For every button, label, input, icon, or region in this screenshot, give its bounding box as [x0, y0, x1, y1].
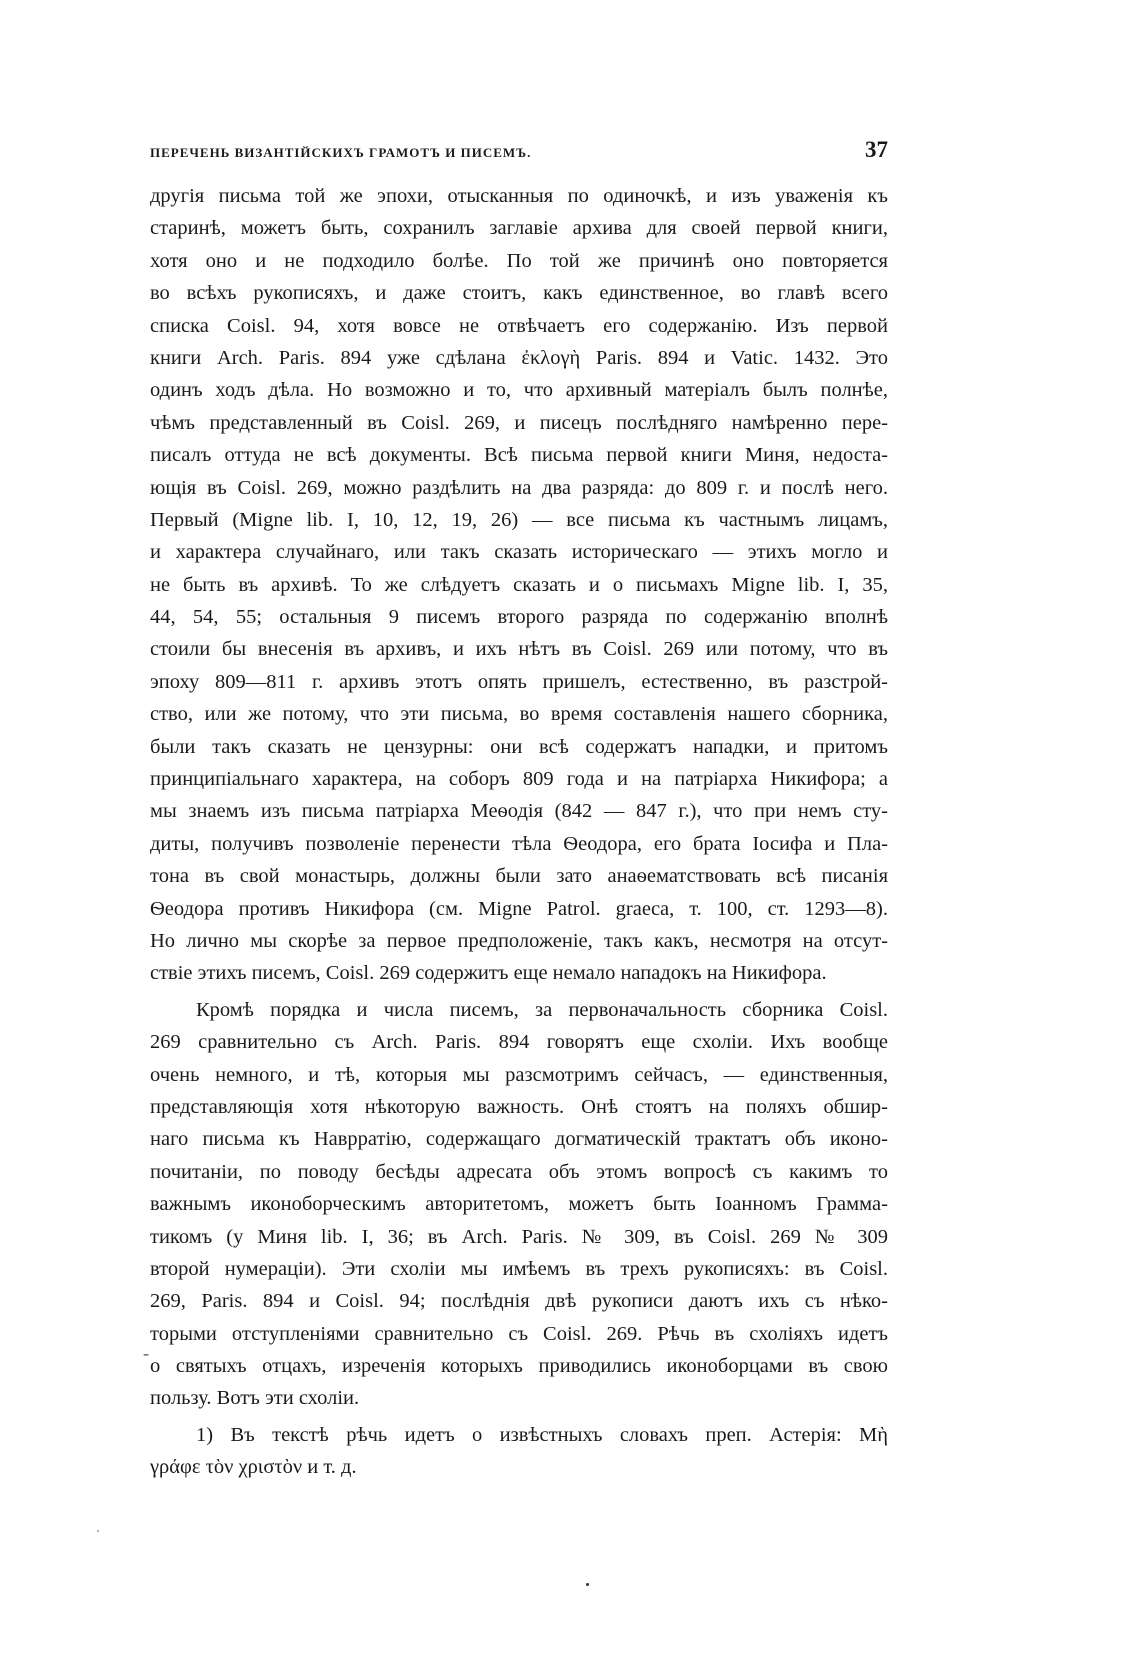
page-header	[0, 137, 888, 167]
text-line: 269 сравнительно съ Arch. Paris. 894 говорятъ еще схоліи. Ихъ вообще	[150, 1031, 888, 1054]
text-line: пользу. Вотъ эти схоліи.	[150, 1387, 360, 1410]
page-number: 37	[865, 137, 888, 162]
ink-speck	[97, 1530, 99, 1532]
text-line: ство, или же потому, что эти письма, во время составленія нашего сборника,	[150, 703, 888, 726]
text-line: 1) Въ текстѣ рѣчь идетъ о извѣстныхъ словахъ преп. Астерія: Μὴ	[196, 1423, 888, 1446]
paragraph-1	[150, 180, 888, 990]
body-text	[150, 180, 888, 1484]
text-line: наго письма къ Наврратію, содержащаго догматическій трактатъ объ иконо-	[150, 1128, 888, 1151]
ink-speck	[586, 1583, 589, 1586]
text-line: тона въ свой монастырь, должны были зато анаѳематствовать всѣ писанія	[150, 865, 888, 888]
text-line: писалъ оттуда не всѣ документы. Всѣ письма первой книги Миня, недоста-	[150, 444, 888, 467]
text-line: очень немного, и тѣ, которыя мы разсмотримъ сейчасъ, — единственныя,	[150, 1063, 888, 1086]
text-line: о святыхъ отцахъ, изреченія которыхъ приводились иконоборцами въ свою	[150, 1355, 888, 1378]
text-line: Но лично мы скорѣе за первое предположеніе, такъ какъ, несмотря на отсут-	[150, 929, 888, 952]
text-line: ющія въ Coisl. 269, можно раздѣлить на два разряда: до 809 г. и послѣ него.	[150, 476, 888, 499]
text-line: книги Arch. Paris. 894 уже сдѣлана ἐκλογὴ Paris. 894 и Vatic. 1432. Это	[150, 346, 888, 369]
text-line: во всѣхъ рукописяхъ, и даже стоитъ, какъ единственное, во главѣ всего	[150, 282, 888, 305]
text-line: одинъ ходъ дѣла. Но возможно и то, что архивный матеріалъ былъ полнѣе,	[150, 379, 888, 402]
text-line: хотя оно и не подходило болѣе. По той же причинѣ оно повторяется	[150, 249, 888, 272]
text-line: 269, Paris. 894 и Coisl. 94; послѣднія двѣ рукописи даютъ ихъ съ нѣко-	[150, 1290, 888, 1313]
text-line: диты, получивъ позволеніе перенести тѣла Ѳеодора, его брата Іосифа и Пла-	[150, 832, 888, 855]
text-line: принципіальнаго характера, на соборъ 809 года и на патріарха Никифора; а	[150, 768, 888, 791]
text-line: были такъ сказать не цензурны: они всѣ содержатъ нападки, и притомъ	[150, 735, 888, 758]
text-line: эпоху 809—811 г. архивъ этотъ опять пришелъ, естественно, въ разстрой-	[150, 670, 888, 693]
text-line: мы знаемъ изъ письма патріарха Меѳодія (842 — 847 г.), что при немъ сту-	[150, 800, 888, 823]
text-line: Ѳеодора противъ Никифора (см. Migne Patrol. graeca, т. 100, ст. 1293—8).	[150, 897, 888, 920]
margin-mark: -	[143, 1343, 149, 1363]
text-line: тикомъ (у Миня lib. I, 36; въ Arch. Paris. № 309, въ Coisl. 269 № 309	[150, 1225, 888, 1248]
text-line: Первый (Migne lib. I, 10, 12, 19, 26) — все письма къ частнымъ лицамъ,	[150, 508, 888, 531]
text-line: торыми отступленіями сравнительно съ Coisl. 269. Рѣчь въ схоліяхъ идетъ	[150, 1322, 888, 1345]
text-line: не быть въ архивѣ. То же слѣдуетъ сказать и о письмахъ Migne lib. I, 35,	[150, 573, 888, 596]
text-line: списка Coisl. 94, хотя вовсе не отвѣчаетъ его содержанію. Изъ первой	[150, 314, 888, 337]
text-line: ствіе этихъ писемъ, Coisl. 269 содержитъ еще немало нападокъ на Никифора.	[150, 962, 827, 985]
text-line: представляющія хотя нѣкоторую важность. Онѣ стоятъ на поляхъ обшир-	[150, 1095, 888, 1118]
paragraph-3	[150, 1419, 888, 1484]
paragraph-2	[150, 994, 888, 1415]
running-title: ПЕРЕЧЕНЬ ВИЗАНТІЙСКИХЪ ГРАМОТЪ И ПИСЕМЪ.	[150, 145, 532, 160]
text-line: γράφε τὸν χριστὸν и т. д.	[150, 1456, 357, 1479]
text-line: важнымъ иконоборческимъ авторитетомъ, можетъ быть Іоанномъ Граммa-	[150, 1193, 888, 1216]
text-line: стоили бы внесенія въ архивъ, и ихъ нѣтъ въ Coisl. 269 или потому, что въ	[150, 638, 888, 661]
text-line: второй нумераціи). Эти схоліи мы имѣемъ въ трехъ рукописяхъ: въ Coisl.	[150, 1257, 888, 1280]
text-line: 44, 54, 55; остальныя 9 писемъ второго разряда по содержанію вполнѣ	[150, 606, 888, 629]
text-line: старинѣ, можетъ быть, сохранилъ заглавіе архива для своей первой книги,	[150, 217, 888, 240]
text-line: и характера случайнаго, или такъ сказать историческаго — этихъ могло и	[150, 541, 888, 564]
text-line: Кромѣ порядка и числа писемъ, за первоначальность сборника Coisl.	[196, 998, 888, 1021]
text-line: почитаніи, по поводу бесѣды адресата объ этомъ вопросѣ съ какимъ то	[150, 1160, 888, 1183]
text-line: другія письма той же эпохи, отысканныя по одиночкѣ, и изъ уваженія къ	[150, 185, 888, 207]
text-line: чѣмъ представленный въ Coisl. 269, и писецъ послѣдняго намѣренно пере-	[150, 411, 888, 434]
